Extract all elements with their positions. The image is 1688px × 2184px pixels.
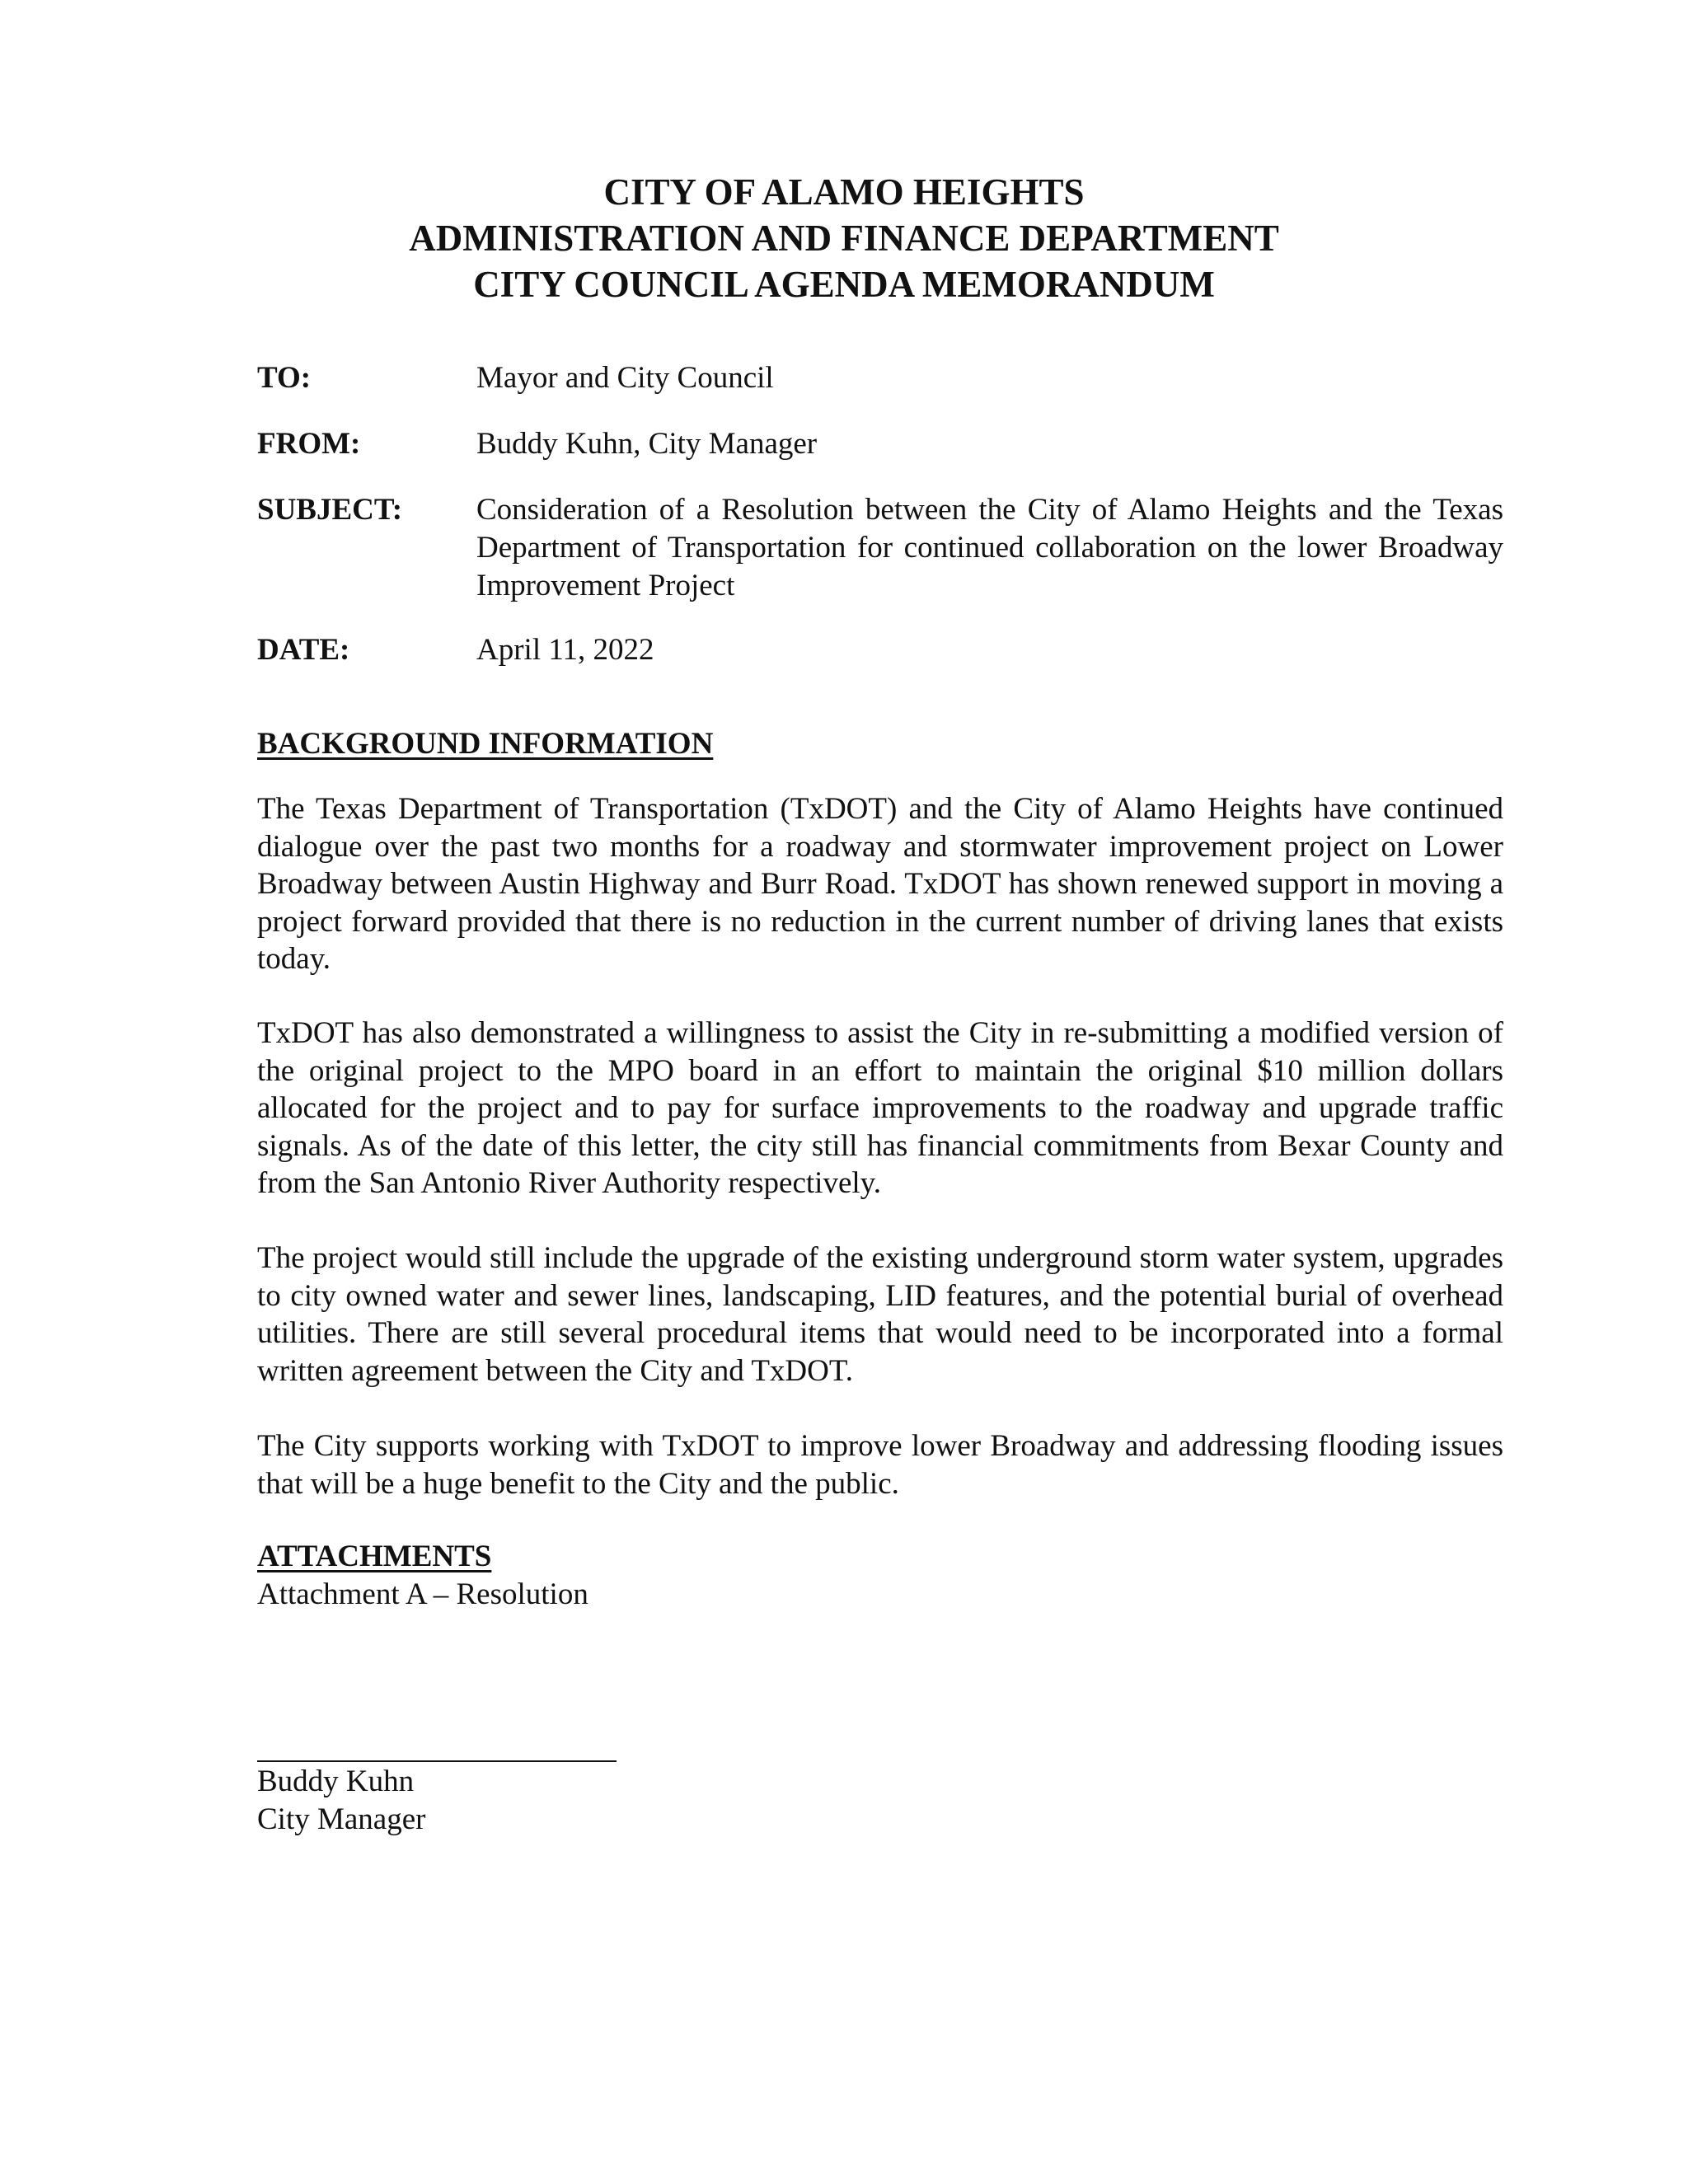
background-paragraph-3: The project would still include the upgrade of the existing underground storm water system, upgrades to city owned water and sewer lines, landscaping, LID features, and the potential burial of overhead utilities. There are still several procedural items that would need to be incorporated into a formal written agreement between the City and TxDOT. <box>257 1241 1503 1388</box>
signature-line <box>257 1760 617 1762</box>
signature-name: Buddy Kuhn <box>257 1765 415 1798</box>
from-value: Buddy Kuhn, City Manager <box>476 427 818 461</box>
date-value: April 11, 2022 <box>476 633 654 667</box>
header-city-name: CITY OF ALAMO HEIGHTS <box>603 171 1085 213</box>
subject-value: Consideration of a Resolution between the City of Alamo Heights and the Texas Department of Transportation for continued collaboration on the lower Broadway Improvement Project <box>476 493 1503 602</box>
signature-title: City Manager <box>257 1802 426 1836</box>
attachment-item: Attachment A – Resolution <box>257 1577 588 1611</box>
background-paragraph-1: The Texas Department of Transportation (TxDOT) and the City of Alamo Heights have continued dialogue over the past two months for a roadway and stormwater improvement project on Lower Broadway between Austin Highway and Burr Road. TxDOT has shown renewed support in moving a project forward provided that there is no reduction in the current number of driving lanes that exists today. <box>257 792 1503 976</box>
to-label: TO: <box>257 361 312 395</box>
header-memo-type: CITY COUNCIL AGENDA MEMORANDUM <box>473 264 1215 305</box>
date-label: DATE: <box>257 633 350 667</box>
background-paragraph-4: The City supports working with TxDOT to improve lower Broadway and addressing flooding issues that will be a huge benefit to the City and the public. <box>257 1429 1503 1501</box>
background-paragraph-2: TxDOT has also demonstrated a willingness to assist the City in re-submitting a modified version of the original project to the MPO board in an effort to maintain the original $10 million dollars allocated for the project and to pay for surface improvements to the roadway and upgrade traffic signals. As of the date of this letter, the city still has financial commitments from Bexar County and from the San Antonio River Authority respectively. <box>257 1016 1503 1200</box>
background-heading: BACKGROUND INFORMATION <box>257 727 714 761</box>
attachments-heading: ATTACHMENTS <box>257 1540 492 1573</box>
subject-label: SUBJECT: <box>257 493 403 527</box>
from-label: FROM: <box>257 427 361 461</box>
to-value: Mayor and City Council <box>476 361 774 395</box>
header-department: ADMINISTRATION AND FINANCE DEPARTMENT <box>409 218 1279 259</box>
document-header <box>0 169 1688 307</box>
